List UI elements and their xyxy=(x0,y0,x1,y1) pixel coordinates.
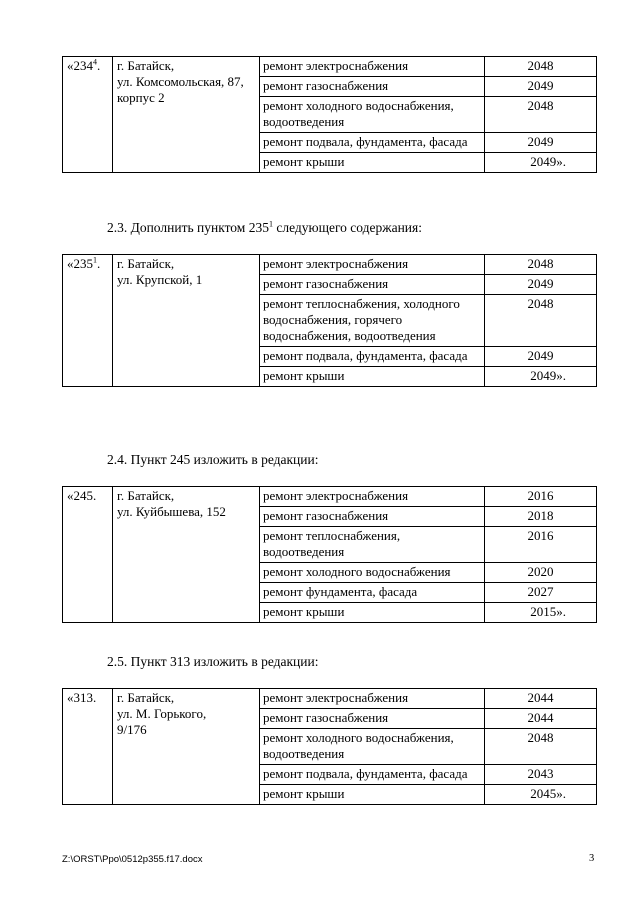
work-type: ремонт газоснабжения xyxy=(260,507,485,527)
address-line: г. Батайск, xyxy=(117,488,175,503)
work-type: ремонт подвала, фундамента, фасада xyxy=(260,765,485,785)
year-value: 2020 xyxy=(485,563,597,583)
table-row xyxy=(63,57,597,77)
work-type: ремонт электроснабжения xyxy=(260,689,485,709)
year-value: 2049». xyxy=(485,153,597,173)
address-line: 9/176 xyxy=(117,722,147,737)
year-value: 2016 xyxy=(485,527,597,563)
year-value: 2048 xyxy=(485,57,597,77)
year-value: 2049 xyxy=(485,275,597,295)
item-number: «245. xyxy=(63,487,113,623)
year-value: 2045». xyxy=(485,785,597,805)
address-line: ул. Куйбышева, 152 xyxy=(117,504,226,519)
year-value: 2044 xyxy=(485,689,597,709)
item-number: «$234^4$. xyxy=(63,57,113,173)
footer-file-path: Z:\ORST\Ppo\0512p355.f17.docx xyxy=(62,854,203,865)
work-type: ремонт электроснабжения xyxy=(260,57,485,77)
address-cell xyxy=(113,689,260,805)
year-value: 2015». xyxy=(485,603,597,623)
address-line: г. Батайск, xyxy=(117,58,175,73)
paragraph-2-5: 2.5. Пункт 313 изложить в редакции: xyxy=(107,654,319,669)
year-value: 2048 xyxy=(485,255,597,275)
work-type: ремонт крыши xyxy=(260,367,485,387)
work-type: ремонт подвала, фундамента, фасада xyxy=(260,133,485,153)
address-cell xyxy=(113,57,260,173)
address-cell xyxy=(113,487,260,623)
year-value: 2049 xyxy=(485,133,597,153)
year-value: 2048 xyxy=(485,295,597,347)
work-type: ремонт электроснабжения xyxy=(260,255,485,275)
address-line: корпус 2 xyxy=(117,90,165,105)
year-value: 2027 xyxy=(485,583,597,603)
paragraph-2-4: 2.4. Пункт 245 изложить в редакции: xyxy=(107,452,319,467)
paragraph-2-3: 2.3. Дополнить пунктом $235^1$ следующего содержания: xyxy=(107,219,422,235)
page-number: 3 xyxy=(589,853,595,864)
work-type: ремонт газоснабжения xyxy=(260,77,485,97)
work-type: ремонт электроснабжения xyxy=(260,487,485,507)
item-number: «$235^1$. xyxy=(63,255,113,387)
work-type: ремонт теплоснабжения, водоотведения xyxy=(260,527,485,563)
work-type: ремонт теплоснабжения, холодного водоснабжения, горячего водоснабжения, водоотведения xyxy=(260,295,485,347)
address-line: ул. Крупской, 1 xyxy=(117,272,203,287)
year-value: 2016 xyxy=(485,487,597,507)
table-item-313 xyxy=(62,688,597,805)
year-value: 2043 xyxy=(485,765,597,785)
work-type: ремонт холодного водоснабжения xyxy=(260,563,485,583)
work-type: ремонт газоснабжения xyxy=(260,275,485,295)
table-row xyxy=(63,689,597,709)
item-number: «313. xyxy=(63,689,113,805)
address-line: г. Батайск, xyxy=(117,256,175,271)
table-item-235-1 xyxy=(62,254,597,387)
work-type: ремонт фундамента, фасада xyxy=(260,583,485,603)
work-type: ремонт крыши xyxy=(260,153,485,173)
table-item-234-4 xyxy=(62,56,597,173)
year-value: 2049 xyxy=(485,347,597,367)
work-type: ремонт крыши xyxy=(260,603,485,623)
work-type: ремонт холодного водоснабжения, водоотведения xyxy=(260,729,485,765)
work-type: ремонт подвала, фундамента, фасада xyxy=(260,347,485,367)
table-row xyxy=(63,487,597,507)
table-item-245 xyxy=(62,486,597,623)
year-value: 2048 xyxy=(485,97,597,133)
table-row xyxy=(63,255,597,275)
year-value: 2044 xyxy=(485,709,597,729)
year-value: 2048 xyxy=(485,729,597,765)
address-line: ул. М. Горького, xyxy=(117,706,207,721)
address-line: ул. Комсомольская, 87, xyxy=(117,74,244,89)
address-line: г. Батайск, xyxy=(117,690,175,705)
year-value: 2049». xyxy=(485,367,597,387)
year-value: 2018 xyxy=(485,507,597,527)
work-type: ремонт холодного водоснабжения, водоотведения xyxy=(260,97,485,133)
work-type: ремонт крыши xyxy=(260,785,485,805)
year-value: 2049 xyxy=(485,77,597,97)
work-type: ремонт газоснабжения xyxy=(260,709,485,729)
address-cell xyxy=(113,255,260,387)
